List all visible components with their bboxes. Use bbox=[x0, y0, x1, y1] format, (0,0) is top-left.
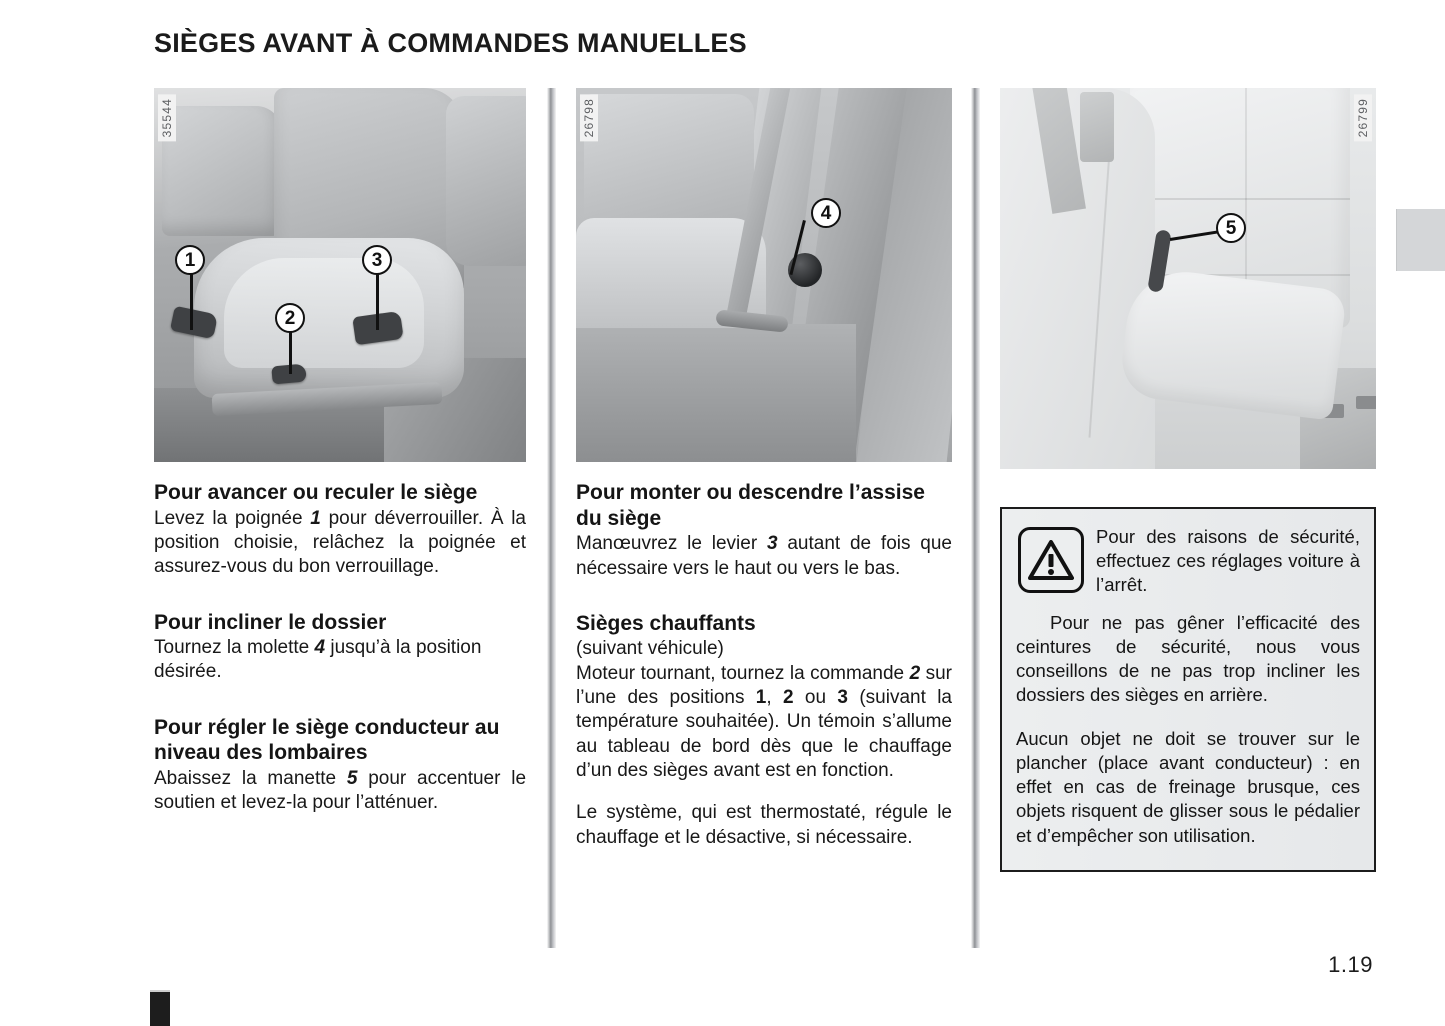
callout-leader-3 bbox=[376, 274, 379, 330]
column-middle bbox=[576, 88, 952, 850]
heading-heated-seats: Sièges chauffants bbox=[576, 611, 756, 635]
text-run: ou bbox=[793, 687, 838, 709]
warning-paragraph-3: Aucun objet ne doit se trouver sur le plancher (place avant conducteur) : en effet en cas de freinage brusque, ces objets risquent de glisser sous le pédalier et d’empêcher son utilisation. bbox=[1016, 728, 1360, 846]
reference-number: 1 bbox=[755, 687, 767, 709]
text-run: sur l’une des positions bbox=[576, 662, 952, 709]
reference-number: 3 bbox=[837, 687, 848, 709]
text-run: Manœuvrez le levier bbox=[576, 533, 767, 555]
heading-lumbar-adjust: Pour régler le siège conducteur au niveau des lombaires bbox=[154, 715, 500, 765]
figure-lumbar-lever bbox=[1000, 88, 1376, 469]
callout-leader-1 bbox=[190, 274, 193, 330]
subtitle-heated-seats: (suivant véhicule) bbox=[576, 638, 724, 660]
figure-ref-code: 35544 bbox=[158, 94, 176, 141]
paragraph-lumbar-adjust bbox=[154, 767, 526, 816]
photo-shape bbox=[576, 324, 856, 462]
figure-front-seat-controls bbox=[154, 88, 526, 462]
heading-recline-backrest: Pour incliner le dossier bbox=[154, 610, 387, 634]
spacer bbox=[576, 581, 952, 611]
text-run: Levez la poignée bbox=[154, 507, 311, 529]
text-run: , bbox=[766, 687, 783, 709]
heading-move-seat: Pour avancer ou reculer le siège bbox=[154, 481, 478, 504]
text-run: (suivant la température souhaitée). Un témoin s’allume au tableau de bord dès que le chauffage d’un des sièges avant est en fonction. bbox=[576, 687, 952, 782]
photo-shape bbox=[584, 94, 754, 234]
page-title: SIÈGES AVANT À COMMANDES MANUELLES bbox=[154, 28, 747, 58]
text-run: autant de fois que nécessaire vers le haut ou vers le bas. bbox=[576, 533, 952, 579]
reference-number: 3 bbox=[766, 533, 778, 555]
paragraph-recline-backrest bbox=[154, 636, 526, 685]
callout-marker-5: 5 bbox=[1216, 213, 1246, 243]
callout-marker-2: 2 bbox=[275, 303, 305, 333]
text-run: pour déverrouiller. À la position choisie, relâchez la poignée et assurez-vous du bon verrouillage. bbox=[154, 507, 526, 578]
column-right bbox=[1000, 88, 1376, 872]
callout-marker-3: 3 bbox=[362, 245, 392, 275]
reference-number: 1 bbox=[310, 507, 321, 529]
text-run: Moteur tournant, tournez la commande bbox=[576, 662, 910, 684]
page-number: 1.19 bbox=[1328, 952, 1373, 977]
column-left bbox=[154, 88, 526, 816]
reference-number: 5 bbox=[346, 768, 358, 789]
callout-marker-1: 1 bbox=[175, 245, 205, 275]
left-column-text bbox=[154, 480, 526, 816]
text-run: pour accentuer le soutien et levez-la pour l’atténuer. bbox=[154, 768, 527, 814]
callout-marker-4: 4 bbox=[811, 198, 841, 228]
photo-shape bbox=[1150, 198, 1350, 200]
photo-shape bbox=[1000, 88, 1155, 469]
callout-leader-2 bbox=[289, 332, 292, 374]
spacer bbox=[154, 685, 526, 715]
spacer bbox=[154, 580, 526, 610]
paragraph-heated-seats-1 bbox=[576, 662, 952, 784]
photo-shape bbox=[1080, 92, 1114, 162]
safety-warning-box bbox=[1000, 507, 1376, 872]
warning-paragraph-2: Pour ne pas gêner l’efficacité des ceintures de sécurité, nous vous conseillons de ne pas trop incliner les dossiers des sièges en arrière. bbox=[1016, 612, 1360, 706]
photo-shape bbox=[162, 106, 282, 236]
page-corner-marker bbox=[150, 990, 170, 1026]
warning-triangle-icon bbox=[1018, 527, 1084, 593]
paragraph-raise-lower-seat bbox=[576, 532, 952, 581]
column-divider-left bbox=[547, 88, 556, 948]
warning-paragraph-1: Pour des raisons de sécurité, effectuez ces réglages voiture à l’arrêt. bbox=[1096, 526, 1360, 596]
text-run: Abaissez la manette bbox=[154, 768, 347, 789]
text-run: Tournez la molette bbox=[154, 637, 315, 659]
reference-number: 4 bbox=[314, 637, 326, 659]
figure-seat-height-lever bbox=[576, 88, 952, 462]
reference-number: 2 bbox=[909, 662, 921, 684]
paragraph-heated-seats-2: Le système, qui est thermostaté, régule le chauffage et le désactive, si nécessaire. bbox=[576, 802, 952, 848]
paragraph-move-seat bbox=[154, 507, 526, 580]
heading-raise-lower-seat: Pour monter ou descendre l’assise du siège bbox=[576, 481, 925, 530]
photo-shape bbox=[1356, 396, 1376, 409]
middle-column-text bbox=[576, 480, 952, 850]
spacer bbox=[576, 783, 952, 801]
figure-ref-code: 26799 bbox=[1354, 94, 1372, 141]
column-divider-right bbox=[971, 88, 980, 948]
section-edge-tab bbox=[1396, 209, 1445, 271]
photo-shape bbox=[446, 96, 526, 266]
text-run: jusqu’à la position désirée. bbox=[154, 637, 482, 683]
figure-ref-code: 26798 bbox=[580, 94, 598, 141]
reference-number: 2 bbox=[783, 687, 794, 709]
